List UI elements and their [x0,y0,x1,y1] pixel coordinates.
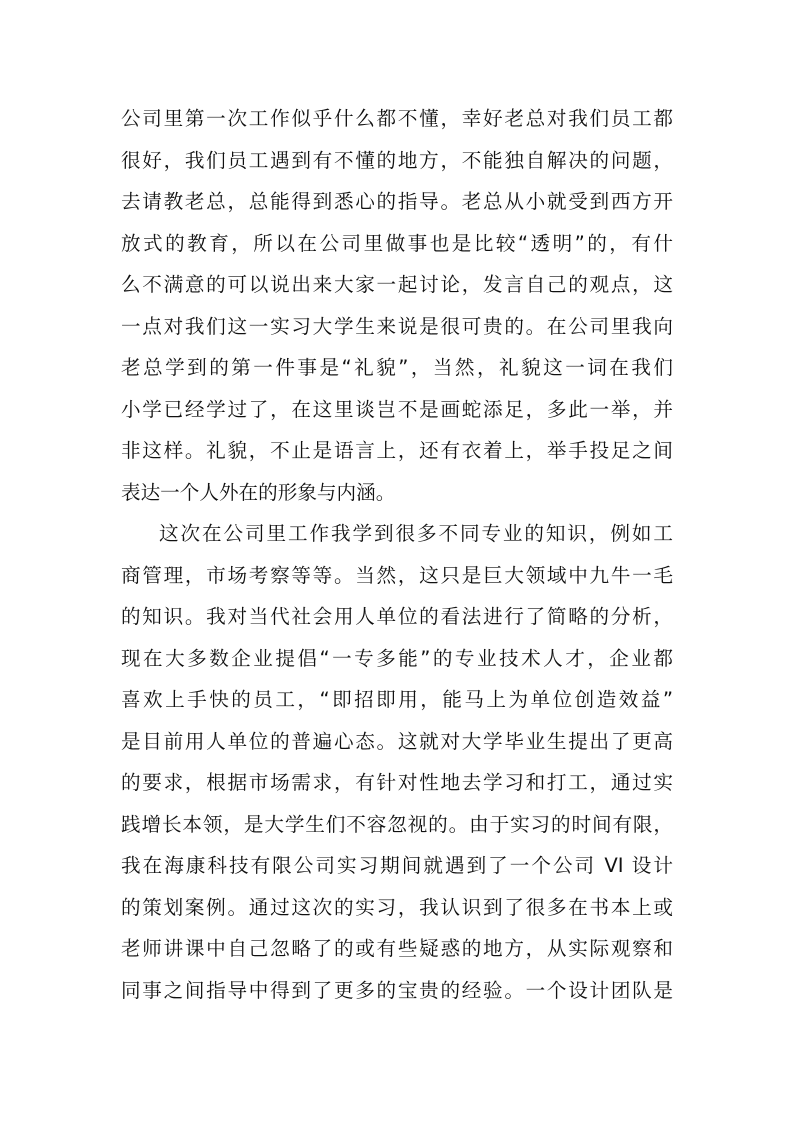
paragraph-1-line-3: 去请教老总，总能得到悉心的指导。老总从小就受到西方开 [121,190,673,213]
paragraph-2-line-2: 商管理，市场考察等等。当然，这只是巨大领域中九牛一毛 [121,563,673,587]
paragraph-2-line-8: 践增长本领，是大学生们不容忽视的。由于实习的时间有限， [121,812,673,836]
paragraph-1-line-1: 公司里第一次工作似乎什么都不懂，幸好老总对我们员工都 [121,107,673,130]
paragraph-2-line-5: 喜欢上手快的员工，“即招即用，能马上为单位创造效益” [121,688,673,711]
paragraph-1-line-8: 小学已经学过了，在这里谈岂不是画蛇添足，多此一举，并 [121,397,673,421]
paragraph-1-line-2: 很好，我们员工遇到有不懂的地方，不能独自解决的问题， [121,148,673,172]
paragraph-2-line-9: 我在海康科技有限公司实习期间就遇到了一个公司 VI 设计 [121,854,673,877]
paragraph-2-line-3: 的知识。我对当代社会用人单位的看法进行了简略的分析， [121,605,673,628]
paragraph-1-line-6: 一点对我们这一实习大学生来说是很可贵的。在公司里我向 [121,314,673,338]
paragraph-2-line-1: 这次在公司里工作我学到很多不同专业的知识，例如工 [159,522,673,545]
paragraph-1-line-10: 表达一个人外在的形象与内涵。 [121,480,396,504]
paragraph-2-line-4: 现在大多数企业提倡“一专多能”的专业技术人才，企业都 [121,646,673,670]
document-body [121,98,673,1011]
paragraph-1-line-5: 么不满意的可以说出来大家一起讨论，发言自己的观点，这 [121,273,673,296]
paragraph-1-line-9: 非这样。礼貌，不止是语言上，还有衣着上，举手投足之间 [121,439,673,462]
paragraph-2-line-6: 是目前用人单位的普遍心态。这就对大学毕业生提出了更高 [121,729,673,753]
paragraph-2-line-12: 同事之间指导中得到了更多的宝贵的经验。一个设计团队是 [121,978,673,1002]
paragraph-2-line-7: 的要求，根据市场需求，有针对性地去学习和打工，通过实 [121,771,673,794]
paragraph-2-line-11: 老师讲课中自己忽略了的或有些疑惑的地方，从实际观察和 [121,937,673,960]
paragraph-2-line-10: 的策划案例。通过这次的实习，我认识到了很多在书本上或 [121,895,673,919]
paragraph-1-line-4: 放式的教育，所以在公司里做事也是比较“透明”的，有什 [121,231,673,255]
paragraph-1-line-7: 老总学到的第一件事是“礼貌”，当然，礼貌这一词在我们 [121,356,673,379]
